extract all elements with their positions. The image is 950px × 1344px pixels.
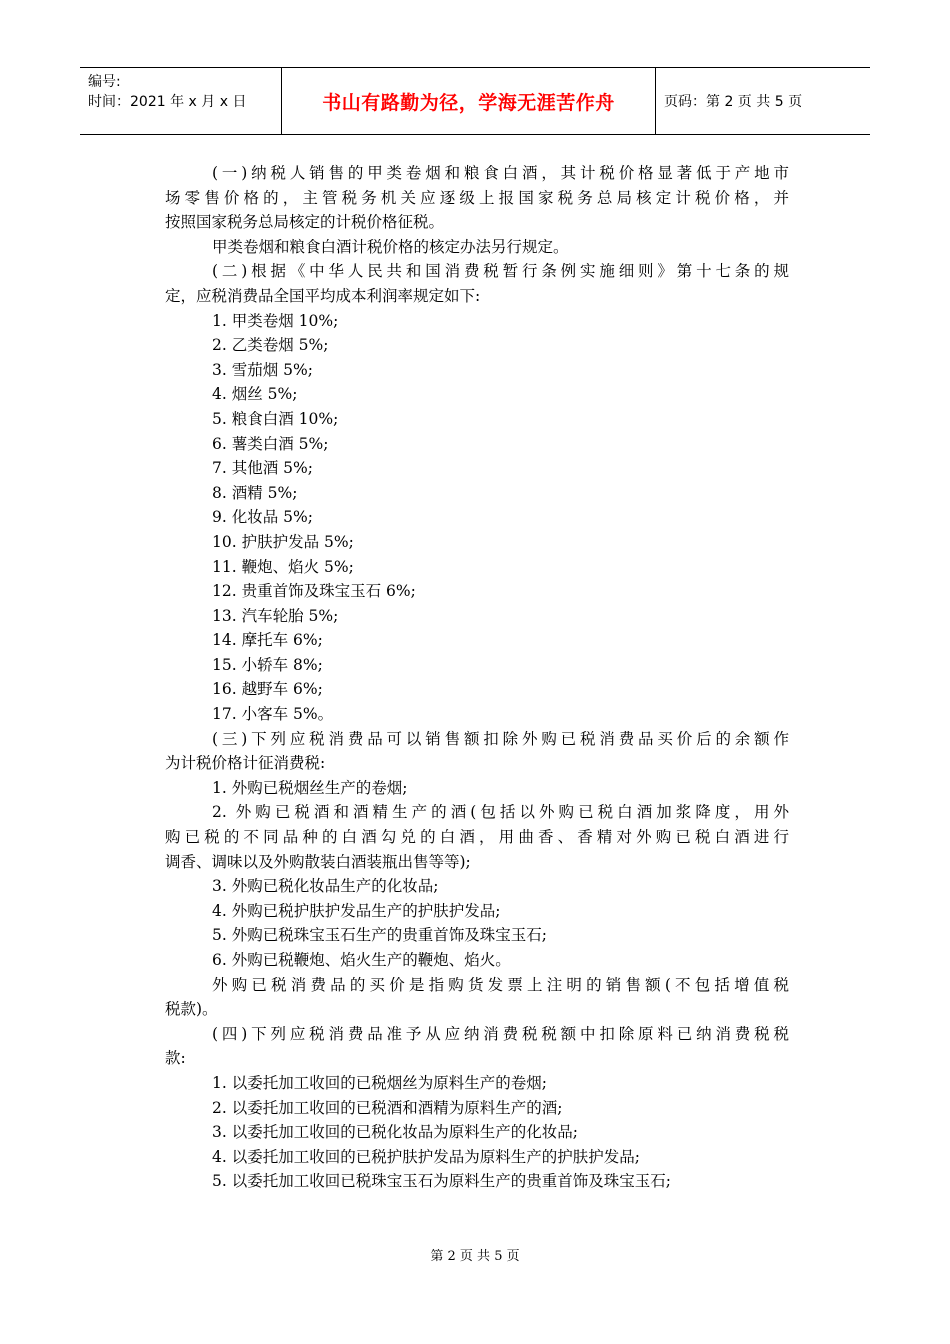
body-line: 4. 外购已税护肤护发品生产的护肤护发品; [212, 901, 501, 920]
body-line: 调香、调味以及外购散装白酒装瓶出售等等); [165, 852, 471, 871]
body-line: 6. 外购已税鞭炮、焰火生产的鞭炮、焰火。 [212, 951, 511, 969]
body-line: 3. 雪茄烟 5%; [212, 360, 313, 379]
body-line: 场零售价格的，主管税务机关应逐级上报国家税务总局核定计税价格，并 [165, 188, 789, 207]
body-line: 外购已税消费品的买价是指购货发票上注明的销售额(不包括增值税 [212, 975, 789, 994]
body-line: 5. 外购已税珠宝玉石生产的贵重首饰及珠宝玉石; [212, 926, 547, 945]
date-label: 时间：2021 年 x 月 x 日 [88, 94, 247, 110]
body-line: 9. 化妆品 5%; [212, 508, 313, 527]
body-line: 17. 小客车 5%。 [212, 705, 334, 724]
page-footer: 第 2 页 共 5 页 [430, 1249, 520, 1264]
header-motto: 书山有路勤为径，学海无涯苦作舟 [322, 91, 615, 114]
body-line: 15. 小轿车 8%; [212, 655, 323, 674]
header-page-cell [656, 68, 870, 134]
body-line: 3. 以委托加工收回的已税化妆品为原料生产的化妆品; [212, 1123, 578, 1142]
body-line: (一)纳税人销售的甲类卷烟和粮食白酒，其计税价格显著低于产地市 [212, 164, 789, 182]
body-line: 1. 外购已税烟丝生产的卷烟; [212, 778, 408, 797]
body-line: 12. 贵重首饰及珠宝玉石 6%; [212, 582, 416, 601]
body-line: 2. 乙类卷烟 5%; [212, 336, 329, 355]
body-line: 7. 其他酒 5%; [212, 459, 313, 478]
body-line: 甲类卷烟和粮食白酒计税价格的核定办法另行规定。 [212, 237, 569, 256]
body-line: (三)下列应税消费品可以销售额扣除外购已税消费品买价后的余额作 [212, 729, 789, 748]
header-meta-cell [80, 68, 282, 134]
body-line: 4. 烟丝 5%; [212, 385, 298, 404]
body-line: 8. 酒精 5%; [212, 483, 298, 502]
body-line: 2. 以委托加工收回的已税酒和酒精为原料生产的酒; [212, 1098, 563, 1117]
body-line: 4. 以委托加工收回的已税护肤护发品为原料生产的护肤护发品; [212, 1147, 640, 1166]
body-line: 税款)。 [165, 1000, 218, 1019]
body-line: 定，应税消费品全国平均成本利润率规定如下: [165, 286, 481, 305]
body-line: 按照国家税务总局核定的计税价格征税。 [165, 213, 445, 232]
body-line: 2. 外购已税酒和酒精生产的酒(包括以外购已税白酒加浆降度，用外 [212, 803, 789, 822]
document-header [80, 67, 870, 135]
body-line: 1. 以委托加工收回的已税烟丝为原料生产的卷烟; [212, 1073, 547, 1092]
body-line: 1. 甲类卷烟 10%; [212, 311, 339, 330]
body-line: 13. 汽车轮胎 5%; [212, 606, 339, 625]
body-line: 14. 摩托车 6%; [212, 631, 323, 650]
body-line: 6. 薯类白酒 5%; [212, 434, 329, 453]
header-page-number: 页码：第 2 页 共 5 页 [664, 94, 803, 110]
body-line: 10. 护肤护发品 5%; [212, 532, 354, 551]
body-line: 款: [165, 1049, 186, 1068]
body-line: (二)根据《中华人民共和国消费税暂行条例实施细则》第十七条的规 [212, 262, 789, 281]
serial-number-label: 编号: [88, 74, 121, 90]
body-line: (四)下列应税消费品准予从应纳消费税税额中扣除原料已纳消费税税 [212, 1024, 789, 1043]
document-body [165, 161, 789, 1194]
body-line: 为计税价格计征消费税: [165, 754, 326, 773]
body-line: 5. 以委托加工收回已税珠宝玉石为原料生产的贵重首饰及珠宝玉石; [212, 1172, 671, 1191]
body-line: 3. 外购已税化妆品生产的化妆品; [212, 877, 439, 896]
body-line: 购已税的不同品种的白酒勾兑的白酒，用曲香、香精对外购已税白酒进行 [165, 828, 789, 847]
header-motto-cell [282, 68, 656, 134]
body-line: 16. 越野车 6%; [212, 680, 323, 699]
body-line: 5. 粮食白酒 10%; [212, 409, 339, 428]
body-line: 11. 鞭炮、焰火 5%; [212, 557, 354, 576]
